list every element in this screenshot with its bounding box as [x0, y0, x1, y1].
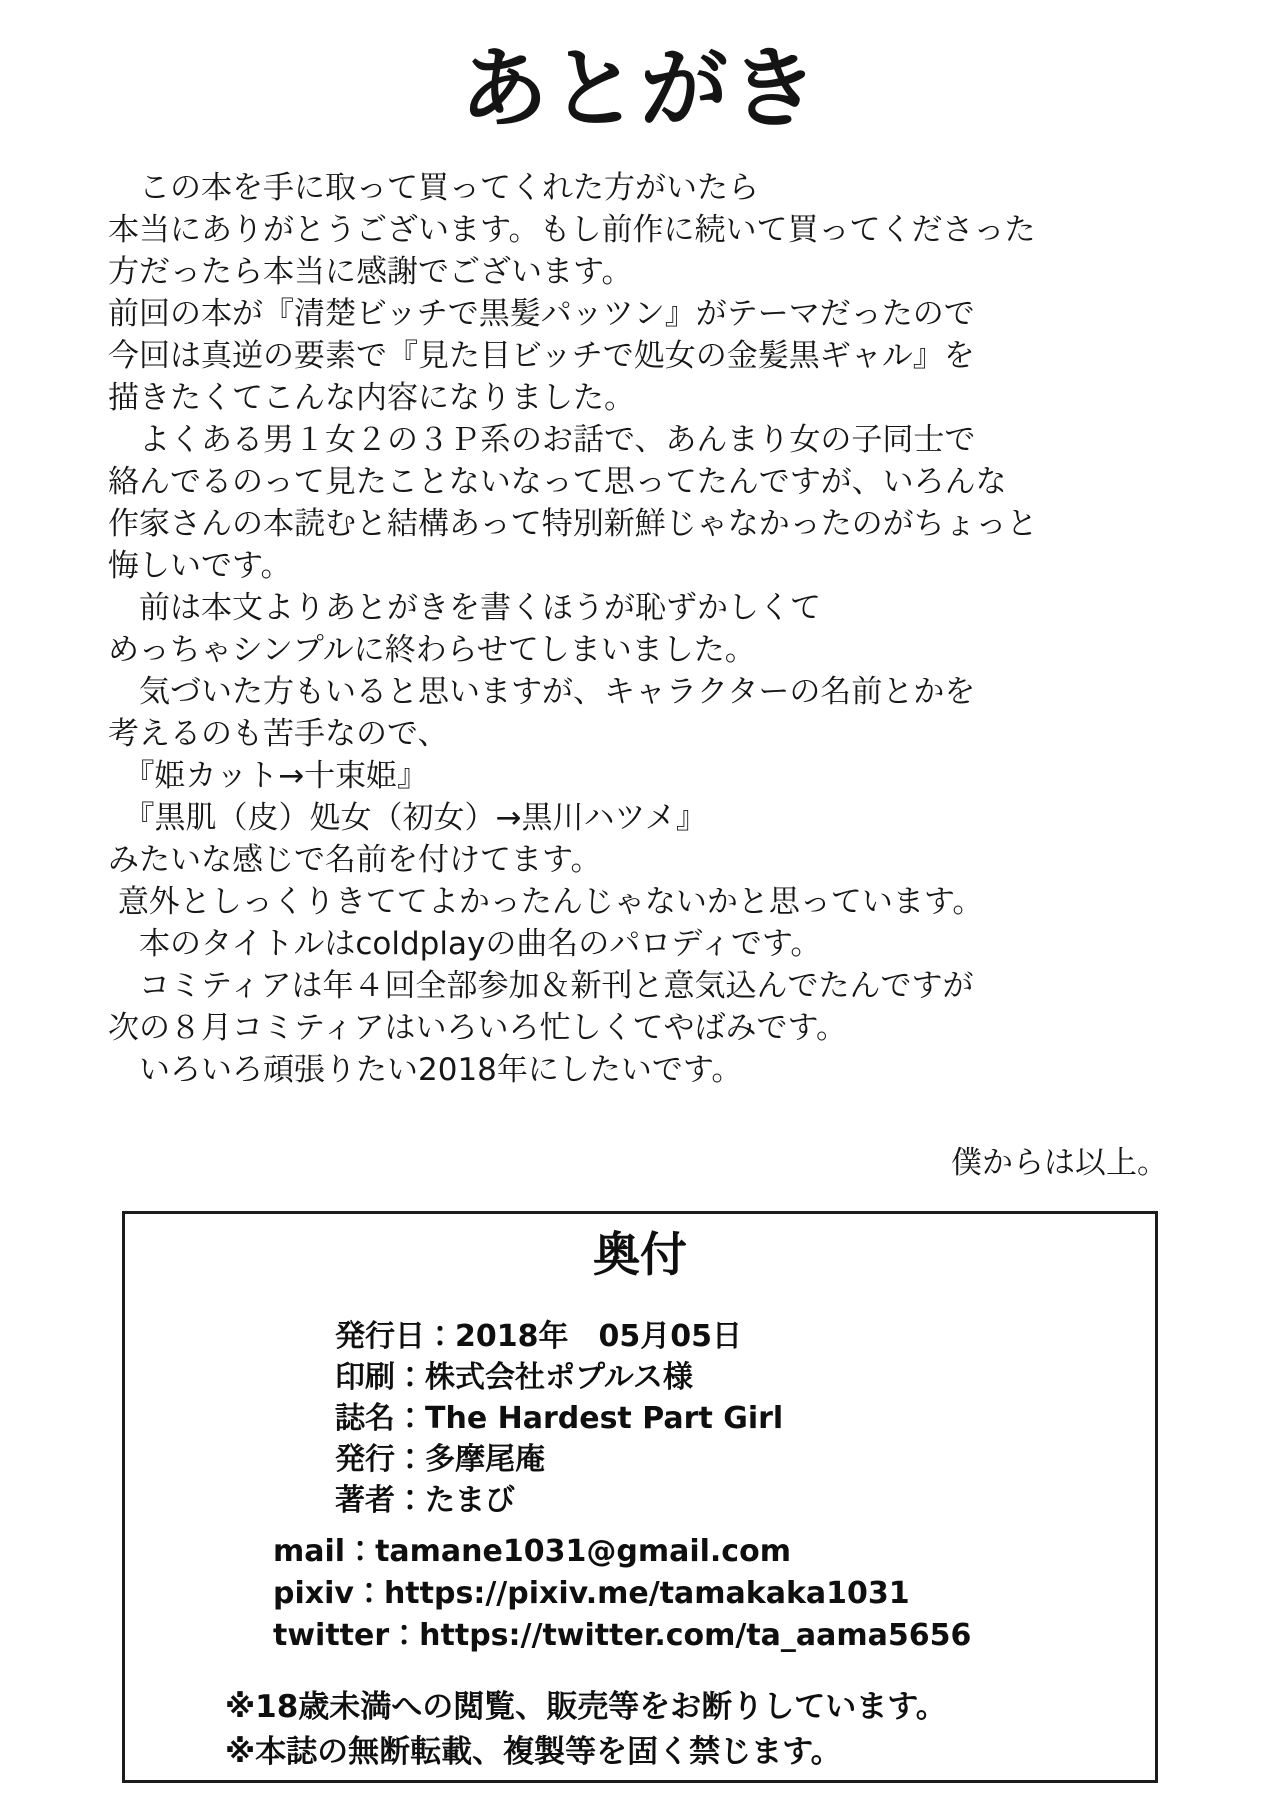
colophon-publisher: 発行：多摩尾庵 [335, 1442, 545, 1478]
afterword-line: 次の８月コミティアはいろいろ忙しくてやばみです。 [108, 1010, 848, 1047]
afterword-line: 『黒肌（皮）処女（初女）→黒川ハツメ』 [108, 800, 707, 837]
contact-pixiv: pixiv：https://pixiv.me/tamakaka1031 [273, 1576, 910, 1612]
colophon-publish-date: 発行日：2018年 05月05日 [335, 1319, 742, 1355]
afterword-line: 描きたくてこんな内容になりました。 [108, 380, 635, 417]
afterword-line: 前は本文よりあとがきを書くほうが恥ずかしくて [108, 590, 821, 627]
colophon-details [335, 1316, 1155, 1521]
afterword-line: 方だったら本当に感謝でございます。 [108, 254, 633, 291]
afterword-line: 作家さんの本読むと結構あって特別新鮮じゃなかったのがちょっと [108, 506, 1038, 543]
colophon-notices [225, 1685, 1155, 1775]
afterword-line: 悔しいです。 [108, 548, 292, 585]
afterword-line: 意外としっくりきててよかったんじゃないかと思っています。 [108, 884, 984, 921]
afterword-line: 今回は真逆の要素で『見た目ビッチで処女の金髪黒ギャル』を [108, 338, 975, 375]
afterword-line: この本を手に取って買ってくれた方がいたら [108, 170, 759, 207]
afterword-body [108, 167, 1220, 1091]
notice-no-reproduction: ※本誌の無断転載、複製等を固く禁じます。 [225, 1734, 842, 1771]
contact-mail: mail：tamane1031@gmail.com [273, 1534, 791, 1570]
notice-age-restriction: ※18歳未満への閲覧、販売等をお断りしています。 [225, 1689, 947, 1726]
closing-note: 僕からは以上。 [951, 1145, 1168, 1182]
afterword-line: いろいろ頑張りたい2018年にしたいです。 [108, 1052, 743, 1089]
contact-twitter: twitter：https://twitter.com/ta_aama5656 [273, 1618, 972, 1654]
afterword-line: 前回の本が『清楚ビッチで黒髪パッツン』がテーマだったので [108, 296, 975, 333]
colophon-title: 奥付 [593, 1228, 687, 1284]
colophon-book-title: 誌名：The Hardest Part Girl [335, 1401, 784, 1437]
afterword-line: みたいな感じで名前を付けてます。 [108, 842, 602, 879]
colophon-box [122, 1211, 1158, 1783]
afterword-line: よくある男１女２の３Ｐ系のお話で、あんまり女の子同士で [108, 422, 976, 459]
colophon-printer: 印刷：株式会社ポプルス様 [335, 1360, 693, 1396]
afterword-line: めっちゃシンプルに終わらせてしまいました。 [108, 632, 756, 669]
colophon-author: 著者：たまび [335, 1483, 515, 1519]
afterword-line: 本のタイトルはcoldplayの曲名のパロディです。 [108, 926, 822, 963]
colophon-contacts [273, 1531, 1155, 1657]
afterword-line: 『姫カット→十束姫』 [108, 758, 429, 795]
afterword-line: 絡んでるのって見たことないなって思ってたんですが、いろんな [108, 464, 1007, 501]
afterword-line: コミティアは年４回全部参加＆新刊と意気込んでたんですが [108, 968, 974, 1005]
afterword-line: 考えるのも苦手なので、 [108, 716, 449, 753]
afterword-line: 本当にありがとうございます。もし前作に続いて買ってくださった [108, 212, 1036, 249]
page-title: あとがき [459, 37, 820, 140]
afterword-line: 気づいた方もいると思いますが、キャラクターの名前とかを [108, 674, 976, 711]
